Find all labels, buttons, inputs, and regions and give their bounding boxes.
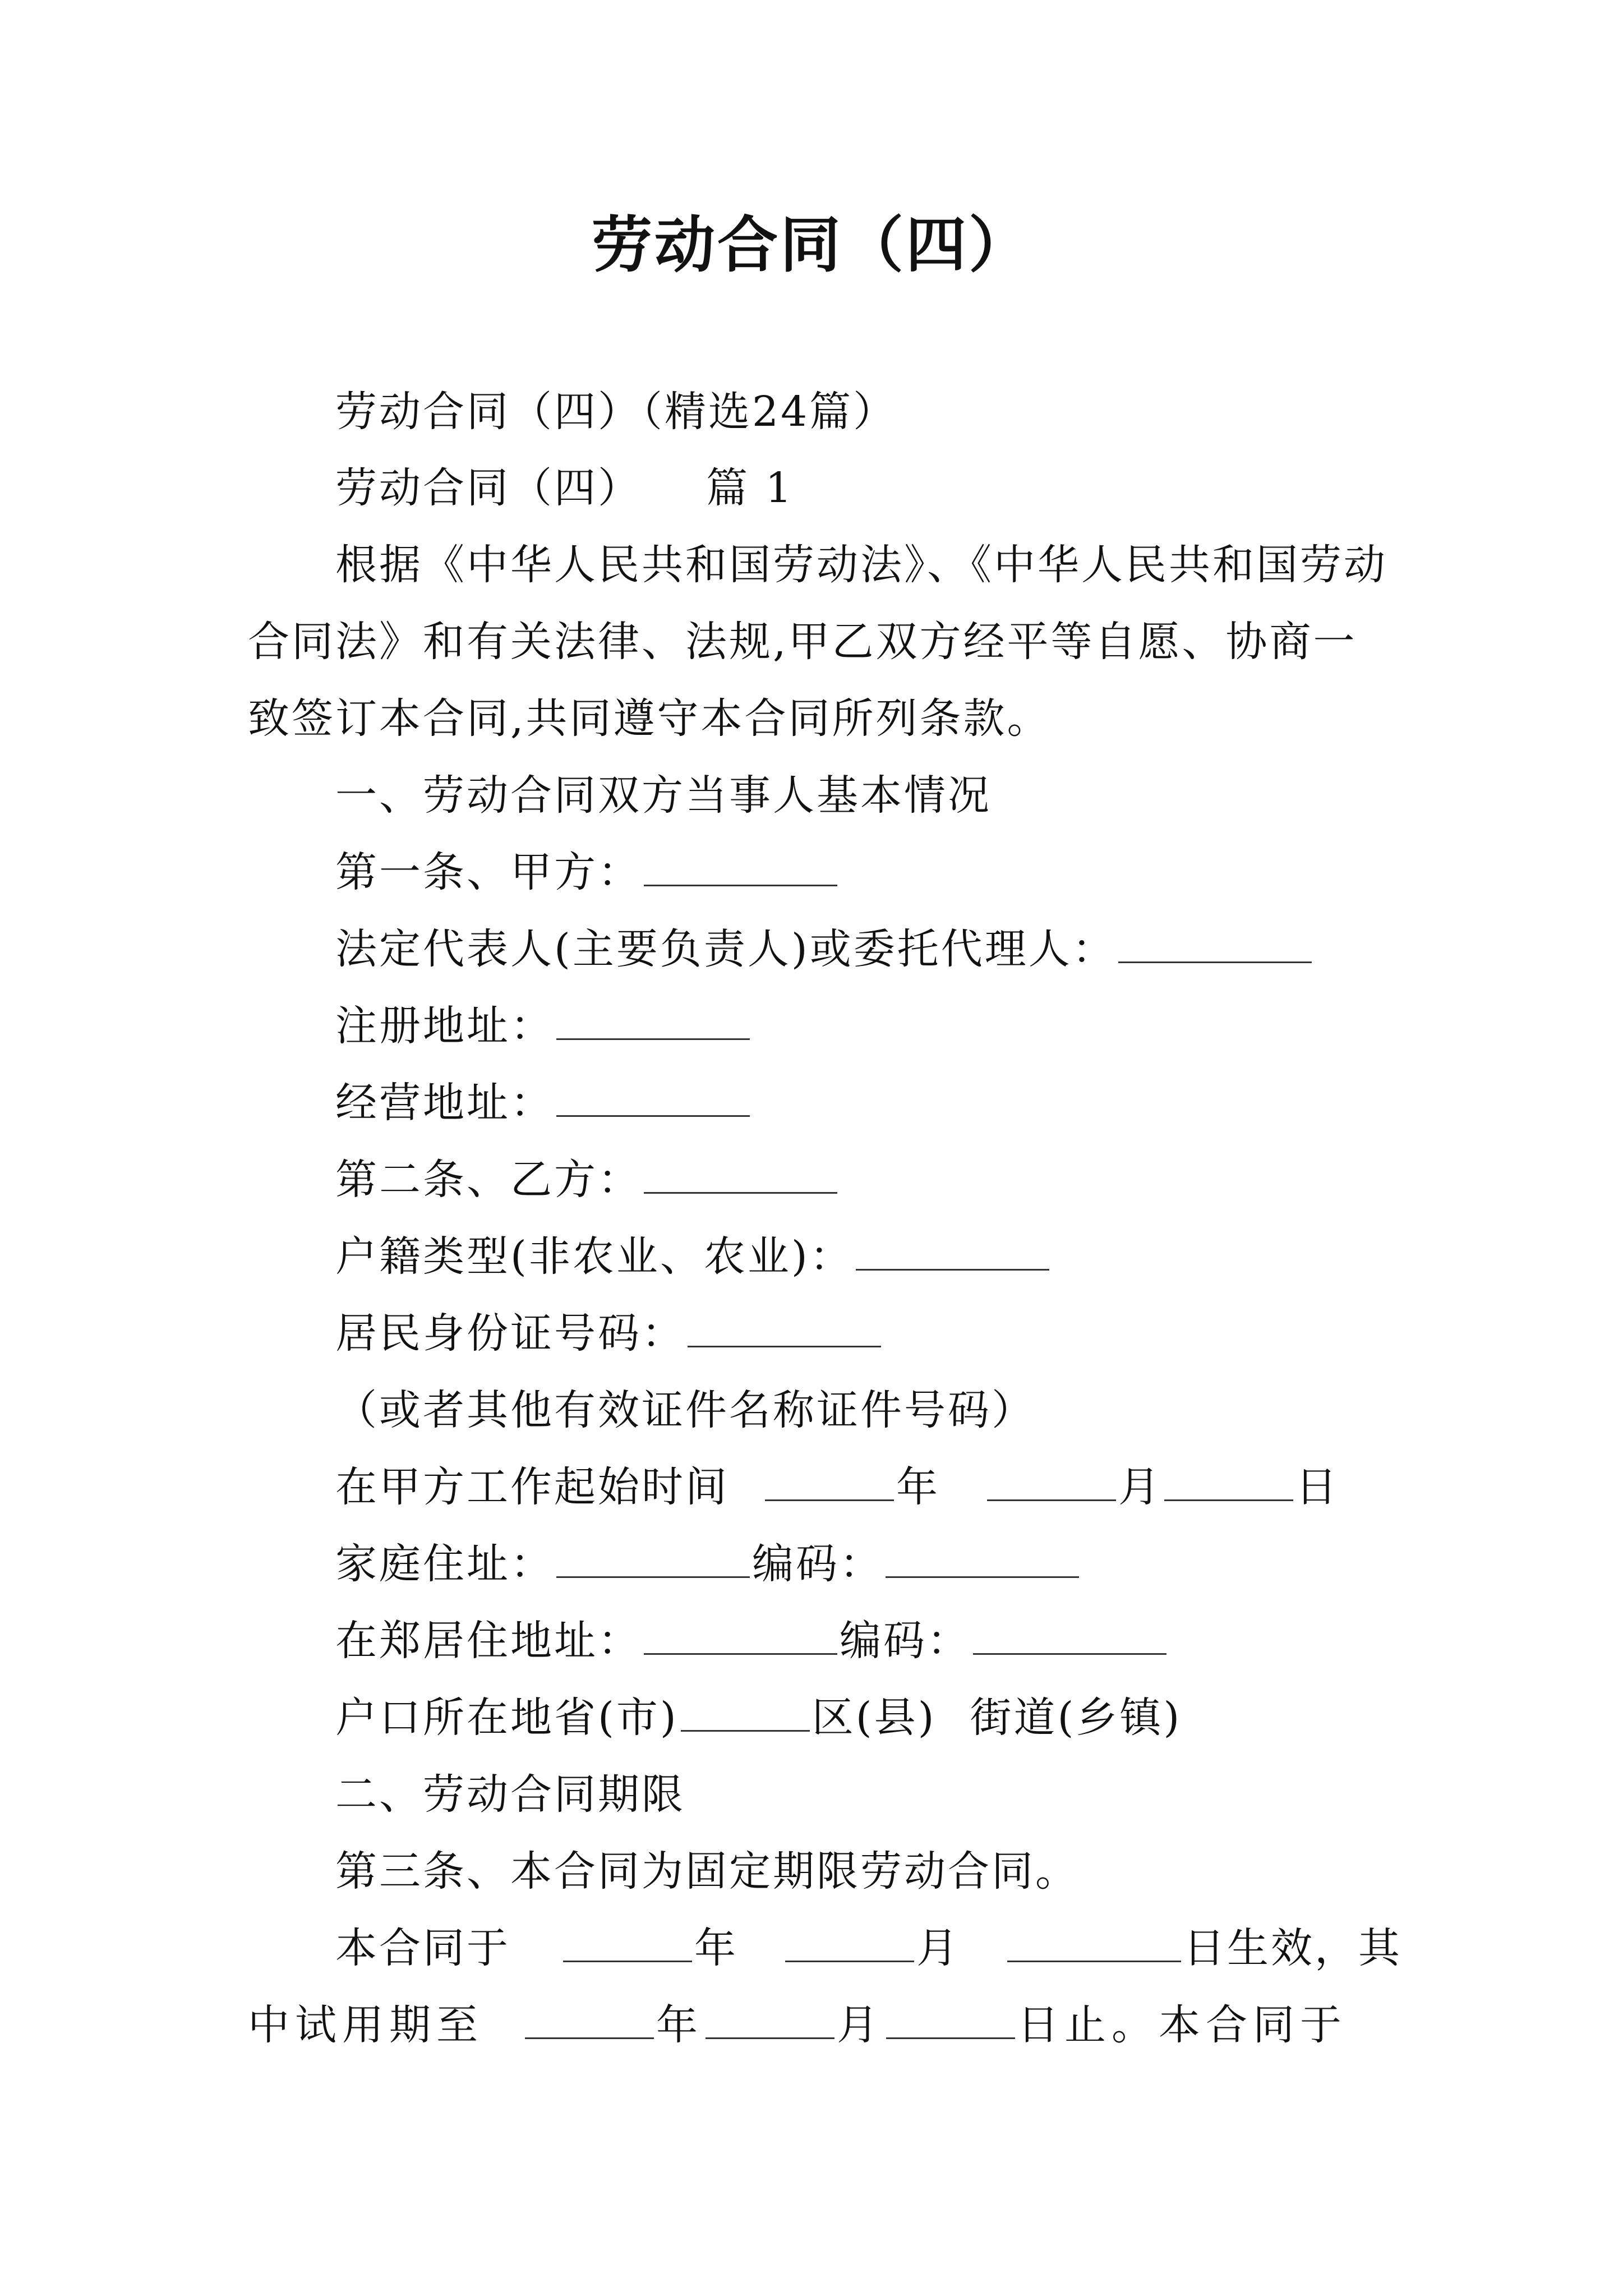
hukou-type-label: 户籍类型(非农业、农业)： [335, 1232, 854, 1281]
hukou-loc-label: 户口所在地省(市) [335, 1694, 679, 1742]
effective-row [335, 1920, 1402, 1976]
collection-heading: 劳动合同（四）（精选24篇） [335, 388, 897, 436]
effective-year-label: 年 [694, 1924, 738, 1972]
start-time-label: 在甲方工作起始时间 [335, 1463, 729, 1511]
probation-year-blank[interactable] [525, 2003, 654, 2039]
party-b-row [335, 1152, 840, 1208]
party-b-label: 第二条、乙方： [335, 1156, 642, 1204]
hukou-type-row [335, 1228, 1052, 1285]
chapter-number: 篇 1 [706, 464, 794, 512]
effective-month-label: 月 [916, 1924, 960, 1972]
effective-month-blank[interactable] [785, 1926, 914, 1962]
chapter-heading [335, 460, 794, 516]
zz-address-row [335, 1613, 1169, 1669]
effective-year-blank[interactable] [563, 1926, 692, 1962]
hukou-city-blank[interactable] [681, 1695, 810, 1732]
legal-rep-row [335, 921, 1314, 977]
biz-address-label: 经营地址： [335, 1079, 554, 1127]
home-address-row [335, 1536, 1081, 1592]
home-address-label: 家庭住址： [335, 1540, 554, 1588]
probation-year-label: 年 [656, 2001, 703, 2049]
reg-address-blank[interactable] [556, 1004, 750, 1040]
district-label: 区(县) [811, 1694, 937, 1742]
home-postcode-blank[interactable] [886, 1542, 1079, 1578]
id-number-blank[interactable] [688, 1311, 881, 1347]
start-day-blank[interactable] [1164, 1465, 1293, 1501]
biz-address-row [335, 1075, 752, 1131]
home-address-blank[interactable] [556, 1542, 750, 1578]
reg-address-label: 注册地址： [335, 1002, 554, 1050]
legal-rep-label: 法定代表人(主要负责人)或委托代理人： [335, 925, 1116, 973]
section2-heading: 二、劳动合同期限 [335, 1770, 685, 1819]
effective-prefix: 本合同于 [335, 1924, 510, 1972]
section1-heading: 一、劳动合同双方当事人基本情况 [335, 771, 992, 820]
zz-address-label: 在郑居住地址： [335, 1617, 642, 1665]
month-label: 月 [1118, 1463, 1162, 1511]
other-id-note: （或者其他有效证件名称证件号码） [335, 1386, 1035, 1434]
start-year-blank[interactable] [765, 1465, 894, 1501]
probation-prefix: 中试用期至 [248, 2001, 483, 2049]
start-time-row [335, 1459, 1339, 1515]
street-label: 街道(乡镇) [970, 1694, 1182, 1742]
year-label: 年 [896, 1463, 940, 1511]
party-a-row [335, 844, 840, 900]
start-month-blank[interactable] [987, 1465, 1116, 1501]
zz-address-blank[interactable] [644, 1618, 837, 1655]
probation-row [248, 1997, 1347, 2053]
probation-month-label: 月 [837, 2001, 884, 2049]
home-postcode-label: 编码： [752, 1540, 883, 1588]
intro-line-1: 根据《中华人民共和国劳动法》、《中华人民共和国劳动 [335, 541, 1387, 589]
hukou-type-blank[interactable] [856, 1234, 1049, 1271]
chapter-prefix: 劳动合同（四） [335, 464, 642, 512]
reg-address-row [335, 998, 752, 1054]
biz-address-blank[interactable] [556, 1080, 750, 1117]
article3: 第三条、本合同为固定期限劳动合同。 [335, 1847, 1079, 1895]
party-a-blank[interactable] [644, 850, 837, 886]
party-b-blank[interactable] [644, 1157, 837, 1194]
probation-month-blank[interactable] [706, 2003, 834, 2039]
probation-day-blank[interactable] [886, 2003, 1015, 2039]
party-a-label: 第一条、甲方： [335, 848, 642, 896]
effective-suffix: 日生效，其 [1183, 1924, 1402, 1972]
id-number-label: 居民身份证号码： [335, 1309, 685, 1358]
intro-line-2: 合同法》和有关法律、法规,甲乙双方经平等自愿、协商一 [248, 618, 1357, 666]
zz-postcode-blank[interactable] [973, 1618, 1166, 1655]
intro-line-3: 致签订本合同,共同遵守本合同所列条款。 [248, 694, 1051, 743]
hukou-location-row [335, 1690, 1182, 1746]
effective-day-blank[interactable] [1007, 1926, 1181, 1962]
document-title: 劳动合同（四） [591, 210, 1031, 280]
legal-rep-blank[interactable] [1118, 927, 1312, 963]
probation-suffix: 日止。本合同于 [1017, 2001, 1347, 2049]
id-number-row [335, 1305, 883, 1361]
day-label: 日 [1295, 1463, 1339, 1511]
zz-postcode-label: 编码： [840, 1617, 971, 1665]
